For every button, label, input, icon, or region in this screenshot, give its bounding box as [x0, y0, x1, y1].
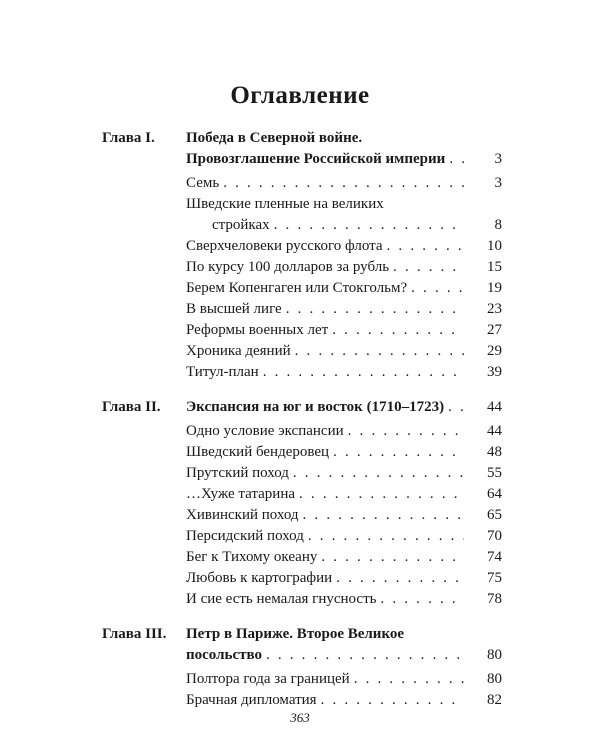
entry-page-number: 80	[487, 647, 502, 663]
dot-leader	[387, 236, 464, 257]
toc-entry-chapter-heading[interactable]	[186, 624, 502, 666]
chapter-2	[102, 397, 502, 610]
entry-text-line: Победа в Северной войне.	[186, 130, 363, 146]
entry-page-number: 23	[487, 301, 502, 317]
dot-leader	[303, 505, 464, 526]
entry-text: Сверхчеловеки русского флота	[186, 238, 383, 254]
toc-entry[interactable]	[186, 257, 502, 278]
dot-leader	[380, 589, 464, 610]
entry-text-line: Провозглашение Российской империи	[186, 151, 446, 167]
entry-text-line: Экспансия на юг и восток (1710–1723)	[186, 399, 445, 415]
toc-entry[interactable]	[186, 442, 502, 463]
page-number: 363	[290, 710, 310, 725]
dot-leader	[321, 690, 464, 711]
entry-text: В высшей лиге	[186, 301, 282, 317]
toc-entry[interactable]	[186, 547, 502, 568]
toc-entry[interactable]	[186, 278, 502, 299]
toc-entry-chapter-heading[interactable]	[186, 128, 502, 170]
entry-text: Шведский бендеровец	[186, 444, 330, 460]
toc-entry[interactable]	[186, 173, 502, 194]
dot-leader	[295, 341, 464, 362]
entry-text-line: стройках	[212, 217, 270, 233]
entry-page-number: 75	[487, 570, 502, 586]
entry-text: Титул-план	[186, 364, 259, 380]
dot-leader	[299, 484, 464, 505]
entry-page-number: 44	[487, 399, 502, 415]
entry-page-number: 70	[487, 528, 502, 544]
entry-page-number: 55	[487, 465, 502, 481]
chapter-label: Глава I.	[102, 130, 155, 146]
entry-page-number: 27	[487, 322, 502, 338]
entry-text-line: посольство	[186, 647, 262, 663]
entry-page-number: 82	[487, 692, 502, 708]
entry-text: Любовь к картографии	[186, 570, 333, 586]
toc-entry[interactable]	[186, 194, 502, 236]
dot-leader	[393, 257, 464, 278]
entry-text: Одно условие экспансии	[186, 423, 344, 439]
entry-text: …Хуже татарина	[186, 486, 296, 502]
page-title: Оглавление	[230, 82, 370, 109]
toc-entry[interactable]	[186, 320, 502, 341]
entry-page-number: 65	[487, 507, 502, 523]
dot-leader	[286, 299, 464, 320]
toc-entry[interactable]	[186, 568, 502, 589]
toc-entry[interactable]	[186, 421, 502, 442]
chapter-label: Глава III.	[102, 626, 167, 642]
toc-entry-chapter-heading[interactable]	[186, 397, 502, 418]
toc-entry[interactable]	[186, 484, 502, 505]
entry-text: Бег к Тихому океану	[186, 549, 318, 565]
toc-entry[interactable]	[186, 362, 502, 383]
toc-entry[interactable]	[186, 690, 502, 711]
dot-leader	[336, 568, 464, 589]
chapter-body	[186, 397, 502, 610]
entry-text: Реформы военных лет	[186, 322, 329, 338]
dot-leader	[308, 526, 464, 547]
entry-page-number: 64	[487, 486, 502, 502]
toc-entry[interactable]	[186, 299, 502, 320]
entry-text: Хивинский поход	[186, 507, 299, 523]
entry-text: Брачная дипломатия	[186, 692, 317, 708]
entry-page-number: 48	[487, 444, 502, 460]
entry-text: Берем Копенгаген или Стокгольм?	[186, 280, 408, 296]
toc-entry[interactable]	[186, 526, 502, 547]
entry-page-number: 29	[487, 343, 502, 359]
entry-text-line: Шведские пленные на великих	[186, 196, 384, 212]
toc-entry[interactable]	[186, 669, 502, 690]
entry-page-number: 15	[487, 259, 502, 275]
entry-page-number: 39	[487, 364, 502, 380]
entry-page-number: 19	[487, 280, 502, 296]
toc-entry[interactable]	[186, 236, 502, 257]
dot-leader	[332, 320, 464, 341]
entry-page-number: 3	[494, 175, 502, 191]
dot-leader	[266, 645, 464, 666]
chapter-body	[186, 128, 502, 383]
dot-leader	[223, 173, 464, 194]
chapter-body	[186, 624, 502, 711]
entry-text: И сие есть немалая гнусность	[186, 591, 377, 607]
entry-text: Полтора года за границей	[186, 671, 350, 687]
entry-text-line: Петр в Париже. Второе Великое	[186, 626, 405, 642]
entry-page-number: 3	[494, 151, 502, 167]
toc-chapters	[102, 128, 502, 711]
dot-leader	[274, 215, 464, 236]
dot-leader	[321, 547, 464, 568]
chapter-1	[102, 128, 502, 383]
entry-page-number: 8	[494, 217, 502, 233]
dot-leader	[449, 149, 464, 170]
dot-leader	[448, 397, 464, 418]
toc-entry[interactable]	[186, 341, 502, 362]
entry-page-number: 74	[487, 549, 502, 565]
dot-leader	[411, 278, 464, 299]
chapter-3	[102, 624, 502, 711]
entry-page-number: 78	[487, 591, 502, 607]
toc-entry[interactable]	[186, 589, 502, 610]
entry-text: По курсу 100 долларов за рубль	[186, 259, 390, 275]
toc-entry[interactable]	[186, 505, 502, 526]
dot-leader	[333, 442, 464, 463]
dot-leader	[354, 669, 464, 690]
toc-entry[interactable]	[186, 463, 502, 484]
entry-page-number: 10	[487, 238, 502, 254]
entry-text: Семь	[186, 175, 220, 191]
entry-page-number: 80	[487, 671, 502, 687]
dot-leader	[263, 362, 464, 383]
entry-text: Прутский поход	[186, 465, 289, 481]
entry-text: Персидский поход	[186, 528, 304, 544]
chapter-label: Глава II.	[102, 399, 161, 415]
dot-leader	[293, 463, 464, 484]
entry-page-number: 44	[487, 423, 502, 439]
entry-text: Хроника деяний	[186, 343, 291, 359]
dot-leader	[348, 421, 464, 442]
